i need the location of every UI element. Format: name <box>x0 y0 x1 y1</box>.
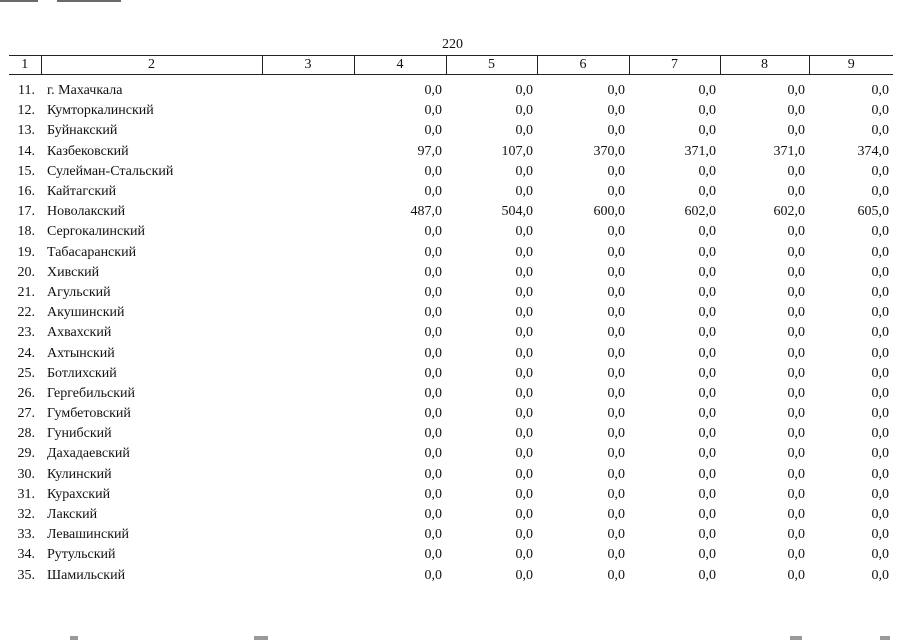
value-cell-c8: 0,0 <box>787 184 805 200</box>
column-header: 9 <box>809 56 893 75</box>
value-cell-c4: 0,0 <box>424 284 442 300</box>
value-cell-c9: 0,0 <box>871 365 889 381</box>
value-cell-c9: 0,0 <box>871 446 889 462</box>
value-cell-c6: 0,0 <box>607 547 625 563</box>
value-cell-c6: 0,0 <box>607 446 625 462</box>
district-name: Ботлихский <box>47 365 117 381</box>
district-name: Шамильский <box>47 567 126 583</box>
value-cell-c8: 0,0 <box>787 567 805 583</box>
value-cell-c6: 0,0 <box>607 264 625 280</box>
value-cell-c8: 0,0 <box>787 83 805 99</box>
value-cell-c5: 0,0 <box>515 547 533 563</box>
value-cell-c3 <box>262 545 354 565</box>
value-cell-c9: 0,0 <box>871 123 889 139</box>
value-cell-c9: 0,0 <box>871 426 889 442</box>
value-cell-c6: 0,0 <box>607 406 625 422</box>
scan-mark <box>0 0 38 2</box>
value-cell-c3 <box>262 343 354 363</box>
value-cell-c7: 0,0 <box>698 345 716 361</box>
value-cell-c3 <box>262 444 354 464</box>
value-cell-c3 <box>262 142 354 162</box>
table-row <box>9 485 893 505</box>
value-cell-c7: 0,0 <box>698 224 716 240</box>
value-cell-c5: 0,0 <box>515 163 533 179</box>
value-cell-c9: 0,0 <box>871 567 889 583</box>
value-cell-c3 <box>262 101 354 121</box>
value-cell-c7: 0,0 <box>698 103 716 119</box>
value-cell-c6: 0,0 <box>607 567 625 583</box>
table-row <box>9 343 893 363</box>
value-cell-c8: 0,0 <box>787 325 805 341</box>
row-index: 32. <box>17 507 35 523</box>
row-index: 34. <box>17 547 35 563</box>
column-header: 3 <box>262 56 354 75</box>
value-cell-c4: 0,0 <box>424 406 442 422</box>
value-cell-c9: 0,0 <box>871 163 889 179</box>
value-cell-c6: 0,0 <box>607 163 625 179</box>
district-name: Гумбетовский <box>47 406 131 422</box>
table-row <box>9 182 893 202</box>
value-cell-c3 <box>262 364 354 384</box>
value-cell-c5: 0,0 <box>515 184 533 200</box>
value-cell-c9: 0,0 <box>871 244 889 260</box>
table-row <box>9 243 893 263</box>
value-cell-c4: 0,0 <box>424 103 442 119</box>
value-cell-c4: 0,0 <box>424 224 442 240</box>
column-header: 1 <box>9 56 41 75</box>
value-cell-c5: 107,0 <box>501 143 533 159</box>
row-index: 20. <box>17 264 35 280</box>
column-header: 5 <box>446 56 537 75</box>
value-cell-c3 <box>262 263 354 283</box>
value-cell-c7: 0,0 <box>698 385 716 401</box>
value-cell-c3 <box>262 465 354 485</box>
value-cell-c7: 0,0 <box>698 325 716 341</box>
value-cell-c3 <box>262 566 354 586</box>
row-index: 33. <box>17 527 35 543</box>
value-cell-c6: 0,0 <box>607 527 625 543</box>
value-cell-c7: 0,0 <box>698 163 716 179</box>
value-cell-c5: 0,0 <box>515 385 533 401</box>
value-cell-c6: 0,0 <box>607 466 625 482</box>
value-cell-c6: 0,0 <box>607 103 625 119</box>
district-name: Табасаранский <box>47 244 137 260</box>
value-cell-c4: 487,0 <box>410 204 442 220</box>
value-cell-c9: 0,0 <box>871 547 889 563</box>
value-cell-c3 <box>262 162 354 182</box>
table-row <box>9 424 893 444</box>
value-cell-c7: 0,0 <box>698 83 716 99</box>
row-index: 29. <box>17 446 35 462</box>
value-cell-c3 <box>262 202 354 222</box>
table-row <box>9 545 893 565</box>
value-cell-c9: 0,0 <box>871 184 889 200</box>
value-cell-c4: 97,0 <box>417 143 442 159</box>
value-cell-c8: 0,0 <box>787 547 805 563</box>
scan-bottom-marks <box>0 634 905 640</box>
scan-top-marks <box>0 0 200 4</box>
value-cell-c5: 0,0 <box>515 406 533 422</box>
row-index: 16. <box>17 184 35 200</box>
district-name: Гунибский <box>47 426 112 442</box>
value-cell-c7: 0,0 <box>698 365 716 381</box>
value-cell-c6: 0,0 <box>607 244 625 260</box>
value-cell-c8: 0,0 <box>787 385 805 401</box>
value-cell-c5: 0,0 <box>515 325 533 341</box>
value-cell-c8: 0,0 <box>787 486 805 502</box>
row-index: 31. <box>17 486 35 502</box>
value-cell-c4: 0,0 <box>424 567 442 583</box>
district-name: Кулинский <box>47 466 112 482</box>
value-cell-c7: 0,0 <box>698 406 716 422</box>
value-cell-c4: 0,0 <box>424 527 442 543</box>
value-cell-c9: 0,0 <box>871 385 889 401</box>
value-cell-c4: 0,0 <box>424 345 442 361</box>
value-cell-c8: 0,0 <box>787 224 805 240</box>
value-cell-c4: 0,0 <box>424 83 442 99</box>
row-index: 19. <box>17 244 35 260</box>
value-cell-c8: 602,0 <box>773 204 805 220</box>
value-cell-c6: 0,0 <box>607 224 625 240</box>
column-header: 7 <box>629 56 720 75</box>
value-cell-c9: 374,0 <box>857 143 889 159</box>
row-index: 17. <box>17 204 35 220</box>
value-cell-c4: 0,0 <box>424 123 442 139</box>
value-cell-c8: 0,0 <box>787 446 805 462</box>
value-cell-c6: 0,0 <box>607 325 625 341</box>
district-name: г. Махачкала <box>47 83 123 99</box>
table-row <box>9 444 893 464</box>
value-cell-c5: 0,0 <box>515 507 533 523</box>
scan-mark <box>880 636 890 640</box>
value-cell-c5: 0,0 <box>515 446 533 462</box>
row-index: 14. <box>17 143 35 159</box>
value-cell-c6: 0,0 <box>607 284 625 300</box>
district-name: Новолакский <box>47 204 126 220</box>
value-cell-c5: 0,0 <box>515 224 533 240</box>
value-cell-c7: 0,0 <box>698 184 716 200</box>
district-name: Курахский <box>47 486 111 502</box>
value-cell-c9: 0,0 <box>871 224 889 240</box>
table-row <box>9 142 893 162</box>
value-cell-c9: 605,0 <box>857 204 889 220</box>
table-row <box>9 404 893 424</box>
value-cell-c7: 0,0 <box>698 426 716 442</box>
value-cell-c7: 0,0 <box>698 123 716 139</box>
row-index: 15. <box>17 163 35 179</box>
value-cell-c7: 0,0 <box>698 244 716 260</box>
value-cell-c4: 0,0 <box>424 365 442 381</box>
value-cell-c8: 0,0 <box>787 264 805 280</box>
value-cell-c3 <box>262 283 354 303</box>
table-row <box>9 121 893 141</box>
table-row <box>9 75 893 102</box>
value-cell-c8: 371,0 <box>773 143 805 159</box>
row-index: 27. <box>17 406 35 422</box>
column-header: 6 <box>537 56 629 75</box>
value-cell-c5: 0,0 <box>515 345 533 361</box>
district-name: Ахтынский <box>47 345 115 361</box>
value-cell-c4: 0,0 <box>424 547 442 563</box>
row-index: 13. <box>17 123 35 139</box>
value-cell-c4: 0,0 <box>424 385 442 401</box>
value-cell-c3 <box>262 323 354 343</box>
value-cell-c6: 600,0 <box>593 204 625 220</box>
value-cell-c3 <box>262 182 354 202</box>
value-cell-c3 <box>262 404 354 424</box>
value-cell-c6: 0,0 <box>607 507 625 523</box>
value-cell-c4: 0,0 <box>424 446 442 462</box>
value-cell-c7: 0,0 <box>698 466 716 482</box>
value-cell-c7: 0,0 <box>698 567 716 583</box>
value-cell-c7: 0,0 <box>698 527 716 543</box>
value-cell-c8: 0,0 <box>787 365 805 381</box>
value-cell-c6: 0,0 <box>607 184 625 200</box>
value-cell-c3 <box>262 424 354 444</box>
table-row <box>9 505 893 525</box>
row-index: 21. <box>17 284 35 300</box>
value-cell-c8: 0,0 <box>787 163 805 179</box>
value-cell-c5: 0,0 <box>515 567 533 583</box>
value-cell-c7: 0,0 <box>698 305 716 321</box>
value-cell-c5: 0,0 <box>515 426 533 442</box>
district-name: Буйнакский <box>47 123 118 139</box>
value-cell-c6: 0,0 <box>607 486 625 502</box>
table-row <box>9 162 893 182</box>
value-cell-c8: 0,0 <box>787 466 805 482</box>
value-cell-c6: 0,0 <box>607 83 625 99</box>
district-name: Рутульский <box>47 547 116 563</box>
value-cell-c5: 0,0 <box>515 83 533 99</box>
value-cell-c4: 0,0 <box>424 507 442 523</box>
row-index: 35. <box>17 567 35 583</box>
table-header <box>9 56 893 75</box>
value-cell-c7: 0,0 <box>698 507 716 523</box>
table-row <box>9 202 893 222</box>
value-cell-c8: 0,0 <box>787 123 805 139</box>
row-index: 26. <box>17 385 35 401</box>
table-row <box>9 364 893 384</box>
value-cell-c9: 0,0 <box>871 103 889 119</box>
value-cell-c9: 0,0 <box>871 83 889 99</box>
table-row <box>9 384 893 404</box>
district-name: Сулейман-Стальский <box>47 163 174 179</box>
value-cell-c9: 0,0 <box>871 345 889 361</box>
value-cell-c5: 0,0 <box>515 527 533 543</box>
scan-mark <box>254 636 268 640</box>
row-index: 24. <box>17 345 35 361</box>
header-row <box>9 56 893 75</box>
district-name: Левашинский <box>47 527 130 543</box>
row-index: 28. <box>17 426 35 442</box>
value-cell-c5: 0,0 <box>515 244 533 260</box>
value-cell-c3 <box>262 505 354 525</box>
table-body <box>9 75 893 586</box>
table-row <box>9 525 893 545</box>
value-cell-c5: 0,0 <box>515 365 533 381</box>
value-cell-c5: 0,0 <box>515 486 533 502</box>
row-index: 12. <box>17 103 35 119</box>
value-cell-c8: 0,0 <box>787 284 805 300</box>
value-cell-c9: 0,0 <box>871 305 889 321</box>
table-row <box>9 323 893 343</box>
district-name: Акушинский <box>47 305 125 321</box>
value-cell-c4: 0,0 <box>424 264 442 280</box>
value-cell-c3 <box>262 75 354 102</box>
value-cell-c5: 504,0 <box>501 204 533 220</box>
row-index: 22. <box>17 305 35 321</box>
value-cell-c3 <box>262 303 354 323</box>
value-cell-c6: 0,0 <box>607 365 625 381</box>
district-name: Гергебильский <box>47 385 135 401</box>
value-cell-c5: 0,0 <box>515 305 533 321</box>
row-index: 11. <box>18 83 35 99</box>
value-cell-c6: 370,0 <box>593 143 625 159</box>
value-cell-c7: 0,0 <box>698 264 716 280</box>
value-cell-c5: 0,0 <box>515 284 533 300</box>
value-cell-c9: 0,0 <box>871 406 889 422</box>
value-cell-c7: 0,0 <box>698 547 716 563</box>
column-header: 8 <box>720 56 809 75</box>
value-cell-c5: 0,0 <box>515 123 533 139</box>
value-cell-c3 <box>262 243 354 263</box>
value-cell-c4: 0,0 <box>424 305 442 321</box>
district-name: Хивский <box>47 264 100 280</box>
value-cell-c9: 0,0 <box>871 466 889 482</box>
value-cell-c7: 0,0 <box>698 446 716 462</box>
district-name: Агульский <box>47 284 111 300</box>
value-cell-c9: 0,0 <box>871 325 889 341</box>
district-name: Ахвахский <box>47 325 112 341</box>
value-cell-c4: 0,0 <box>424 325 442 341</box>
table-row <box>9 222 893 242</box>
value-cell-c8: 0,0 <box>787 406 805 422</box>
value-cell-c5: 0,0 <box>515 466 533 482</box>
value-cell-c9: 0,0 <box>871 264 889 280</box>
district-name: Кумторкалинский <box>47 103 154 119</box>
value-cell-c8: 0,0 <box>787 103 805 119</box>
district-name: Сергокалинский <box>47 224 146 240</box>
value-cell-c3 <box>262 384 354 404</box>
value-cell-c9: 0,0 <box>871 527 889 543</box>
row-index: 18. <box>17 224 35 240</box>
table-row <box>9 263 893 283</box>
table-row <box>9 465 893 485</box>
value-cell-c6: 0,0 <box>607 305 625 321</box>
value-cell-c5: 0,0 <box>515 103 533 119</box>
district-name: Казбековский <box>47 143 129 159</box>
value-cell-c8: 0,0 <box>787 426 805 442</box>
data-table <box>9 55 893 586</box>
page-number: 220 <box>442 37 463 52</box>
scan-mark <box>57 0 121 2</box>
row-index: 23. <box>17 325 35 341</box>
row-index: 25. <box>17 365 35 381</box>
value-cell-c8: 0,0 <box>787 527 805 543</box>
value-cell-c9: 0,0 <box>871 486 889 502</box>
value-cell-c4: 0,0 <box>424 244 442 260</box>
value-cell-c9: 0,0 <box>871 284 889 300</box>
value-cell-c9: 0,0 <box>871 507 889 523</box>
value-cell-c8: 0,0 <box>787 244 805 260</box>
value-cell-c3 <box>262 222 354 242</box>
value-cell-c8: 0,0 <box>787 305 805 321</box>
row-index: 30. <box>17 466 35 482</box>
value-cell-c3 <box>262 525 354 545</box>
table-row <box>9 566 893 586</box>
value-cell-c6: 0,0 <box>607 123 625 139</box>
value-cell-c4: 0,0 <box>424 486 442 502</box>
table-row <box>9 283 893 303</box>
value-cell-c8: 0,0 <box>787 345 805 361</box>
value-cell-c3 <box>262 485 354 505</box>
table-row <box>9 303 893 323</box>
value-cell-c4: 0,0 <box>424 184 442 200</box>
value-cell-c7: 371,0 <box>684 143 716 159</box>
value-cell-c5: 0,0 <box>515 264 533 280</box>
value-cell-c7: 0,0 <box>698 284 716 300</box>
value-cell-c8: 0,0 <box>787 507 805 523</box>
value-cell-c7: 0,0 <box>698 486 716 502</box>
district-name: Кайтагский <box>47 184 117 200</box>
value-cell-c4: 0,0 <box>424 466 442 482</box>
table-row <box>9 101 893 121</box>
value-cell-c4: 0,0 <box>424 163 442 179</box>
column-header: 2 <box>41 56 262 75</box>
value-cell-c6: 0,0 <box>607 385 625 401</box>
district-name: Лакский <box>47 507 98 523</box>
value-cell-c6: 0,0 <box>607 426 625 442</box>
district-name: Дахадаевский <box>47 446 130 462</box>
scan-mark <box>790 636 802 640</box>
value-cell-c4: 0,0 <box>424 426 442 442</box>
scan-mark <box>70 636 78 640</box>
value-cell-c6: 0,0 <box>607 345 625 361</box>
value-cell-c3 <box>262 121 354 141</box>
value-cell-c7: 602,0 <box>684 204 716 220</box>
column-header: 4 <box>354 56 446 75</box>
